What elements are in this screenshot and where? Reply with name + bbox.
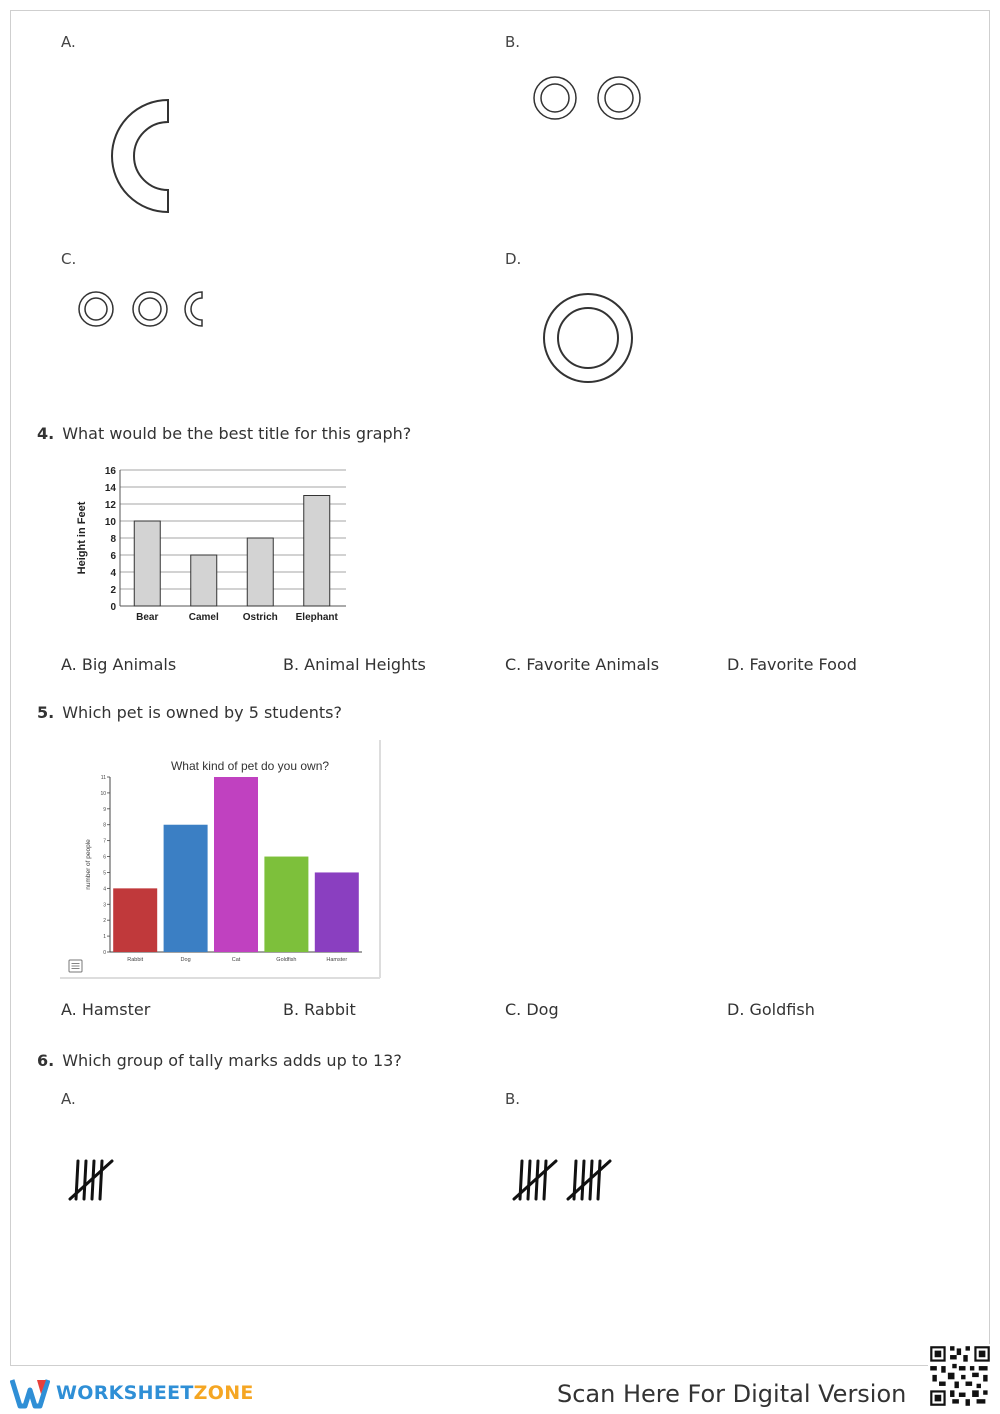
- option-label-d[interactable]: D.: [505, 250, 522, 268]
- x-tick-label: Goldfish: [276, 957, 297, 963]
- bar-camel: [191, 555, 217, 606]
- worksheetzone-logo[interactable]: [10, 1374, 254, 1412]
- q4-option-a[interactable]: A. Big Animals: [61, 655, 177, 674]
- y-tick-label: 12: [104, 500, 116, 511]
- x-tick-label: Bear: [136, 612, 159, 623]
- y-tick-label: 6: [110, 551, 116, 562]
- y-axis-label: Height in Feet: [76, 501, 88, 575]
- y-tick-label: 11: [100, 775, 106, 781]
- y-tick-label: 4: [110, 568, 116, 579]
- scan-text: Scan Here For Digital Version: [557, 1380, 907, 1408]
- x-tick-label: Cat: [231, 957, 241, 963]
- question-text: What would be the best title for this graph?: [62, 424, 412, 443]
- bar-elephant: [304, 496, 330, 607]
- y-tick-label: 10: [104, 517, 116, 528]
- half-ring-shape: [100, 95, 180, 220]
- bar-rabbit: [113, 888, 157, 952]
- question-text: Which pet is owned by 5 students?: [62, 703, 342, 722]
- y-tick-label: 8: [103, 822, 106, 829]
- pet-ownership-chart: [60, 740, 385, 982]
- y-tick-label: 9: [103, 806, 106, 813]
- x-tick-label: Ostrich: [242, 612, 278, 623]
- y-tick-label: 0: [103, 950, 106, 956]
- bar-bear: [134, 521, 160, 606]
- y-tick-label: 10: [100, 790, 106, 797]
- y-tick-label: 7: [103, 838, 106, 845]
- tally-marks-b: [510, 1155, 625, 1205]
- x-tick-label: Dog: [180, 957, 191, 963]
- bar-dog: [164, 825, 208, 952]
- option-label-c[interactable]: C.: [61, 250, 77, 268]
- y-axis-label: number of people: [85, 839, 92, 890]
- y-tick-label: 5: [103, 870, 106, 877]
- y-tick-label: 6: [103, 854, 106, 861]
- two-rings-shape: [528, 72, 648, 128]
- x-tick-label: Camel: [188, 612, 219, 623]
- q5-option-c[interactable]: C. Dog: [505, 1000, 559, 1019]
- brand-part1: WORKSHEET: [56, 1382, 194, 1404]
- option-label-a[interactable]: A.: [61, 33, 76, 51]
- y-tick-label: 3: [103, 902, 106, 909]
- option-label-b[interactable]: B.: [505, 33, 521, 51]
- bar-hamster: [315, 872, 359, 952]
- question-6: [37, 1051, 402, 1070]
- bar-ostrich: [247, 538, 273, 606]
- chart-title: What kind of pet do you own?: [170, 759, 330, 773]
- y-tick-label: 2: [103, 918, 106, 925]
- q4-option-b[interactable]: B. Animal Heights: [283, 655, 426, 674]
- q6-option-label-a[interactable]: A.: [61, 1090, 76, 1108]
- question-number: 6.: [37, 1051, 55, 1070]
- brand-name: [56, 1382, 254, 1404]
- question-number: 4.: [37, 424, 55, 443]
- y-tick-label: 16: [104, 466, 116, 477]
- question-text: Which group of tally marks adds up to 13?: [62, 1051, 402, 1070]
- q5-option-b[interactable]: B. Rabbit: [283, 1000, 356, 1019]
- q4-option-c[interactable]: C. Favorite Animals: [505, 655, 660, 674]
- y-tick-label: 14: [104, 483, 116, 494]
- logo-w-icon: [10, 1376, 50, 1410]
- question-number: 5.: [37, 703, 55, 722]
- y-tick-label: 1: [103, 934, 106, 941]
- q5-option-a[interactable]: A. Hamster: [61, 1000, 151, 1019]
- qr-code-icon[interactable]: [928, 1344, 992, 1408]
- q4-option-d[interactable]: D. Favorite Food: [727, 655, 857, 674]
- y-tick-label: 2: [110, 585, 116, 596]
- question-4: [37, 424, 411, 443]
- x-tick-label: Rabbit: [127, 957, 144, 963]
- animal-heights-chart: [70, 460, 360, 630]
- two-and-half-rings-shape: [74, 288, 214, 332]
- q6-option-label-b[interactable]: B.: [505, 1090, 521, 1108]
- x-tick-label: Hamster: [326, 957, 348, 963]
- question-5: [37, 703, 342, 722]
- y-tick-label: 0: [110, 602, 116, 613]
- x-tick-label: Elephant: [295, 612, 338, 623]
- brand-part2: ZONE: [193, 1382, 254, 1404]
- y-tick-label: 8: [110, 534, 116, 545]
- bar-cat: [214, 777, 258, 952]
- y-tick-label: 4: [103, 886, 106, 893]
- large-ring-shape: [538, 290, 638, 386]
- tally-marks-a: [66, 1155, 126, 1205]
- q5-option-d[interactable]: D. Goldfish: [727, 1000, 815, 1019]
- bar-goldfish: [264, 857, 308, 952]
